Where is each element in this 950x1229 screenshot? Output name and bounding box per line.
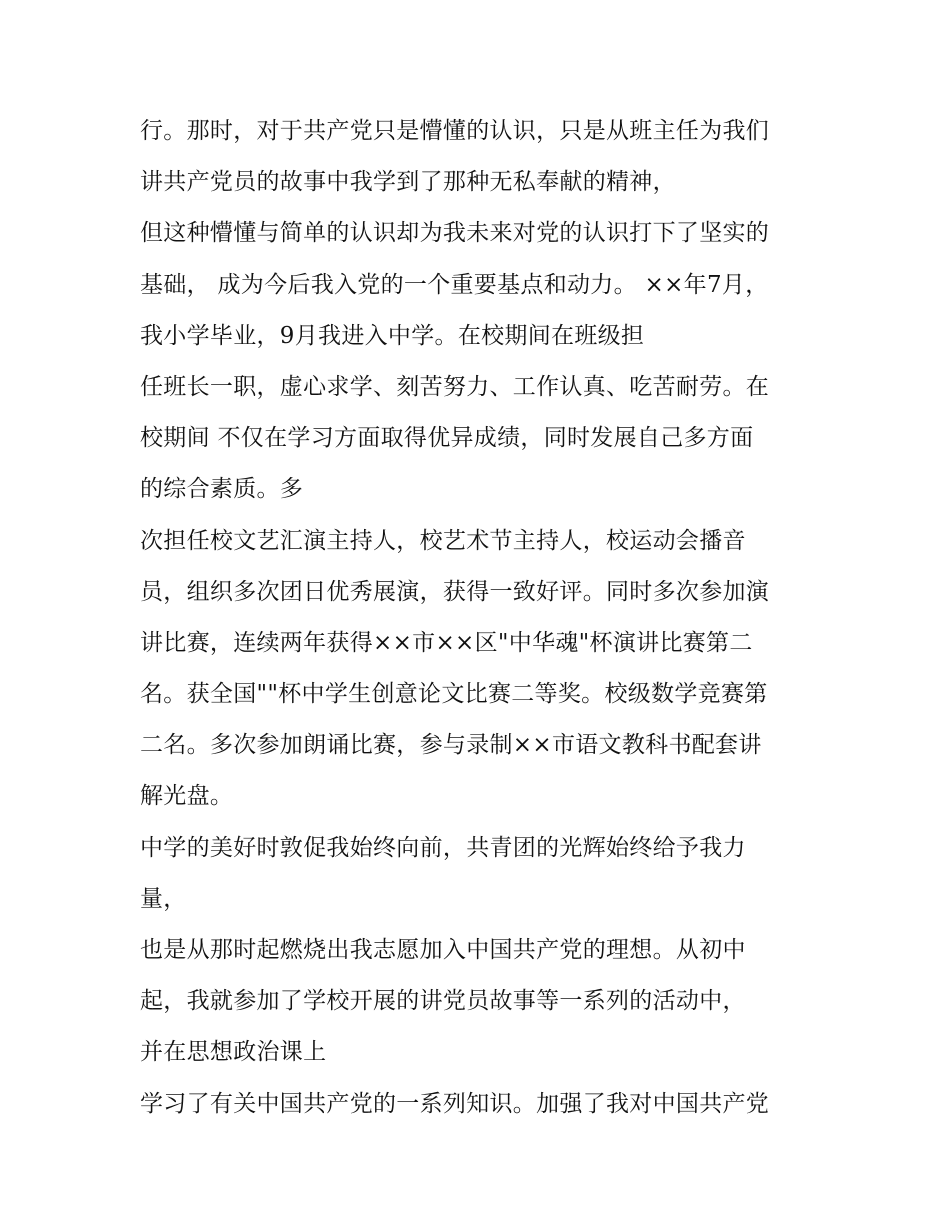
text-line: 起，我就参加了学校开展的讲党员故事等一系列的活动中， [140, 988, 746, 1015]
text-line: 二名。多次参加朗诵比赛，参与录制××市语文教科书配套讲 [140, 732, 762, 759]
text-line: 也是从那时起燃烧出我志愿加入中国共产党的理想。从初中 [140, 937, 746, 963]
text-line: 讲比赛，连续两年获得××市××区"中华魂"杯演讲比赛第二 [140, 629, 753, 656]
text-line: 员，组织多次团日优秀展演，获得一致好评。同时多次参加演 [140, 578, 770, 605]
text-line: 校期间 不仅在学习方面取得优异成绩，同时发展自己多方面 [140, 425, 754, 452]
text-line: 的综合素质。多 [140, 476, 304, 503]
text-line: 名。获全国""杯中学生创意论文比赛二等奖。校级数学竞赛第 [140, 681, 768, 708]
text-line: 并在思想政治课上 [140, 1039, 327, 1066]
text-line: 中学的美好时敦促我始终向前，共青团的光辉始终给予我力 [140, 834, 746, 861]
text-line: 量， [140, 885, 187, 912]
text-line: 基础， 成为今后我入党的一个重要基点和动力。 ××年7月， [140, 271, 769, 298]
text-line: 讲共产党员的故事中我学到了那种无私奉献的精神， [140, 169, 676, 196]
text-line: 任班长一职，虚心求学、刻苦努力、工作认真、吃苦耐劳。在 [140, 373, 770, 400]
text-line: 次担任校文艺汇演主持人，校艺术节主持人，校运动会播音 [140, 527, 746, 554]
text-line: 行。那时，对于共产党只是懵懂的认识，只是从班主任为我们 [140, 118, 770, 144]
text-line: 我小学毕业，9月我进入中学。在校期间在班级担 [140, 322, 645, 349]
text-line: 解光盘。 [140, 783, 234, 810]
text-line: 但这种懵懂与简单的认识却为我未来对党的认识打下了坚实的 [140, 220, 770, 247]
body-text [140, 106, 820, 1130]
text-line: 学习了有关中国共产党的一系列知识。加强了我对中国共产党 [140, 1090, 770, 1117]
